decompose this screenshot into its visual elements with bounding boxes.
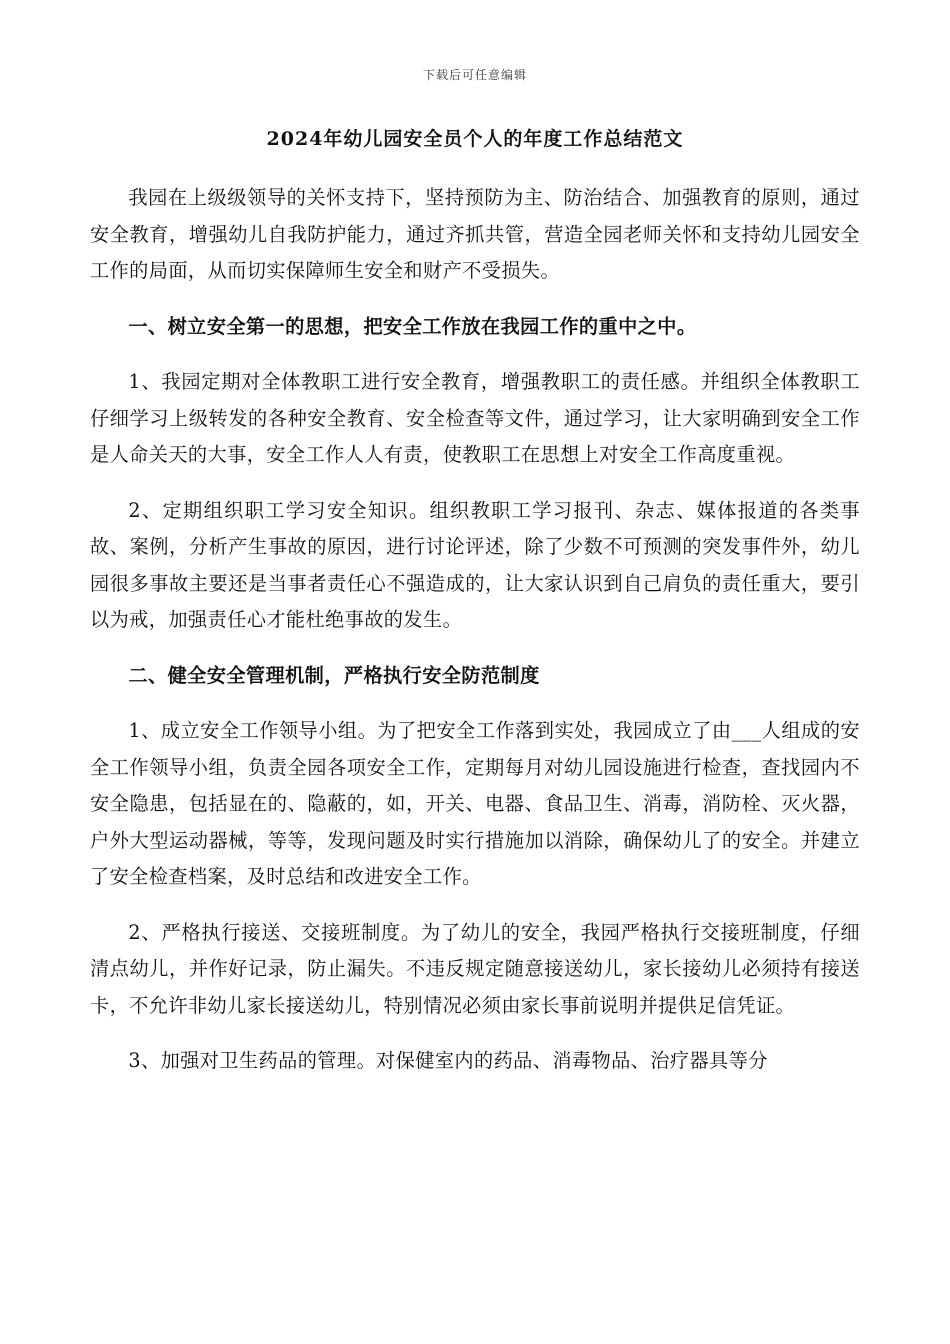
header-note: 下载后可任意编辑 [422, 68, 527, 82]
paragraph-1-2: 2、定期组织职工学习安全知识。组织教职工学习报刊、杂志、媒体报道的各类事故、案例，分析产生事故的原因，进行讨论评述，除了少数不可预测的突发事件外，幼儿园很多事故主要还是当事者责任心不强造成的，让大家认识到自己肩负的责任重大，要引以为戒，加强责任心才能杜绝事故的发生。 [90, 498, 860, 631]
section-heading-2: 二、健全安全管理机制，严格执行安全防范制度 [128, 663, 540, 687]
paragraph-1-1: 1、我园定期对全体教职工进行安全教育，增强教职工的责任感。并组织全体教职工仔细学习上级转发的各种安全教育、安全检查等文件，通过学习，让大家明确到安全工作是人命关天的大事，安全工作人人有责，使教职工在思想上对安全工作高度重视。 [90, 370, 860, 466]
paragraph-2-2: 2、严格执行接送、交接班制度。为了幼儿的安全，我园严格执行交接班制度，仔细清点幼儿，并作好记录，防止漏失。不违反规定随意接送幼儿，家长接幼儿必须持有接送卡，不允许非幼儿家长接送幼儿，特别情况必须由家长事前说明并提供足信凭证。 [90, 920, 860, 1017]
document-title: 2024年幼儿园安全员个人的年度工作总结范文 [266, 128, 684, 150]
document-body [90, 180, 860, 1080]
paragraph-2-3: 3、加强对卫生药品的管理。对保健室内的药品、消毒物品、治疗器具等分 [128, 1049, 768, 1072]
paragraph-2-1: 1、成立安全工作领导小组。为了把安全工作落到实处，我园成立了由___人组成的安全工作领导小组，负责全园各项安全工作，定期每月对幼儿园设施进行检查，查找园内不安全隐患，包括显在的、隐蔽的，如，开关、电器、食品卫生、消毒，消防栓、灭火器，户外大型运动器械，等等，发现问题及时实行措施加以消除，确保幼儿了的安全。并建立了安全检查档案，及时总结和改进安全工作。 [90, 719, 860, 888]
paragraph-intro: 我园在上级级领导的关怀支持下，坚持预防为主、防治结合、加强教育的原则，通过安全教育，增强幼儿自我防护能力，通过齐抓共管，营造全园老师关怀和支持幼儿园安全工作的局面，从而切实保障师生安全和财产不受损失。 [90, 186, 860, 282]
section-heading-1: 一、树立安全第一的思想，把安全工作放在我园工作的重中之中。 [128, 314, 697, 338]
